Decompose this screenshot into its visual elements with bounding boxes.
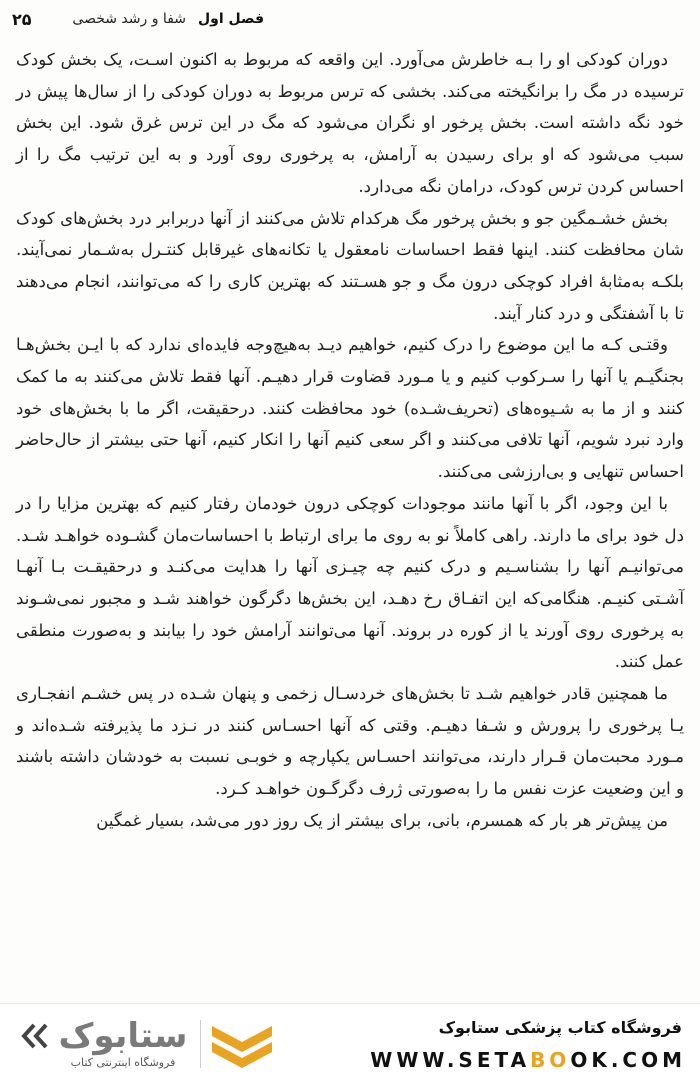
logo-text: ستابوک	[58, 1016, 188, 1056]
publisher-footer	[0, 1003, 700, 1080]
running-header	[70, 6, 264, 32]
url-suffix: OK.COM	[570, 1048, 686, 1072]
body-text	[16, 44, 684, 837]
store-url[interactable]	[370, 1048, 686, 1072]
paragraph-1: دوران کودکی او را بـه خاطرش می‌آورد. این واقعه که مربوط به اکنون اسـت، یک بخش کودک ترسیده در مگ را برانگیخته می‌کند. بخشی که ترس مربوط به دوران کودکی را از سال‌ها پیش در خود نگه داشته است. بخش پرخور او نگران می‌شود که مگ در این ترس غرق شود. این بخش سبب می‌شود که او برای رسیدن به آرامش، به پرخوری روی آورد و به این ترتیب مگ را از احساس کردن ترس کودک، درامان نگه می‌دارد.	[16, 50, 684, 196]
paragraph-4: با این وجود، اگر با آنها مانند موجودات کوچکی درون خودمان رفتار کنیم که بهترین مزایا را در دل خود برای ما دارند. راهی کاملاً نو به روی ما برای ارتباط با احساسات‌مان گشـوده خواهـد شـد. می‌توانیـم آنها را بشناسـیم و درک کنیم چه چیـزی آنها را هدایت می‌کنـد و درحقیقـت بـا آنهـا آشـتی کنیـم. هنگامی‌که این اتفـاق رخ دهـد، این بخش‌ها دگرگون خواهند شـد و مجبور نمی‌شـوند به پرخوری روی آورند یا از کوره در بروند. آنها می‌توانند آرامش خود را بیابند و به‌صورت منطقی عمل کنند.	[16, 493, 684, 672]
paragraph-2: بخش خشـمگین جو و بخش پرخور مگ هرکدام تلاش می‌کنند از آنها دربرابر درد بخش‌های کودک شان محافظت کنند. اینها فقط احساسات نامعقول یا تکانه‌های غیرقابل کنتـرل به‌شـمار نمی‌آیند. بلکـه به‌مثابهٔ افراد کوچکی درون مگ و جو هسـتند که بهترین کاری را که می‌توانند، انجام می‌دهند تا با آشفتگی و درد کنار آیند.	[16, 208, 684, 323]
store-name: فروشگاه کتاب پزشکی ستابوک	[438, 1018, 682, 1037]
paragraph-6: من پیش‌تر هر بار که همسرم، بانی، برای بیشتر از یک روز دور می‌شد، بسیار غمگین	[96, 810, 668, 830]
logo-divider	[200, 1020, 201, 1068]
book-logo-icon	[204, 1016, 280, 1072]
store-logo	[18, 1014, 278, 1074]
chapter-label: فصل اول	[198, 11, 264, 27]
chapter-title: شفا و رشد شخصی	[72, 11, 187, 27]
url-accent: BO	[530, 1048, 571, 1072]
paragraph-5: ما همچنین قادر خواهیم شـد تا بخش‌های خردسـال زخمی و پنهان شـده در پس خشـم انفجـاری یـا پرخوری را پرورش و شـفا دهیـم. وقتی که آنها احسـاس کنند در نـزد ما پذیرفته شـده‌اند و مـورد محبت‌مان قـرار دارند، می‌توانند احسـاس یکپارچه و خوبـی نسبت به خودشان داشته باشند و این وضعیت عزت نفس ما را به‌صورتی ژرف دگرگـون خواهـد کـرد.	[16, 684, 684, 799]
paragraph-3: وقتـی کـه ما این موضوع را درک کنیم، خواهیم دیـد به‌هیچ‌وجه فایده‌ای ندارد که با ایـن بخش‌هـا بجنگیـم یا آنها را سـرکوب کنیم و یا مـورد قضاوت قرار دهیـم. آنها فقط تلاش می‌کنند به ما کمک کنند و از ما به شـیوه‌های (تحریف‌شـده) خود محافظت کنند. درحقیقت، اگر ما با بخش‌های خود وارد نبرد شویم، آنها تلافی می‌کنند و اگر سعی کنیم آنها را انکار کنیم، آنها حتی بیشتر از حال‌حاضر احساس تنهایی و بی‌ارزشی می‌کنند.	[16, 335, 684, 482]
logo-tagline: فروشگاه اینترنتی کتاب	[70, 1056, 176, 1069]
page-number: ۲۵	[12, 9, 32, 29]
chevrons-icon	[18, 1022, 50, 1050]
url-prefix: WWW.SETA	[370, 1048, 531, 1072]
